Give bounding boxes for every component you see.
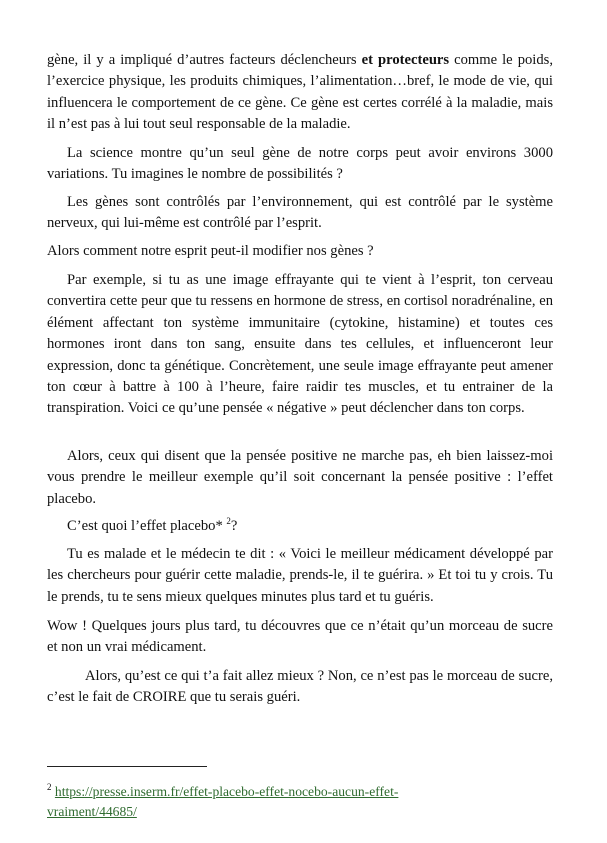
bold-phrase: et protecteurs: [361, 52, 450, 68]
footnote-number: 2: [47, 782, 52, 792]
footnote-divider: [47, 766, 207, 767]
paragraph-genes-controlled: Les gènes sont contrôlés par l’environnement, qui est contrôlé par le système nerveux, qui lui-même est contrôlé par l’esprit.: [47, 194, 553, 232]
paragraph-text: gène, il y a impliqué d’autres facteurs déclencheurs: [47, 52, 362, 68]
paragraph-text: comme le poids, l’exercice physique, les produits chimiques, l’alimentation…bref, le mode de vie, qui influencera le comportement de ce gène. Ce gène est certes corrélé à la maladie, mais il n’est pas à lui tout seul responsable de la maladie.: [47, 52, 553, 133]
footnote-link[interactable]: https://presse.inserm.fr/effet-placebo-effet-nocebo-aucun-effet-vraiment/44685/: [47, 784, 399, 819]
paragraph-placebo-intro: Alors, ceux qui disent que la pensée positive ne marche pas, eh bien laissez-moi vous prendre le meilleur exemple qu’il soit concernant la pensée positive : l’effet placebo.: [47, 448, 553, 507]
footnote: [47, 782, 467, 822]
paragraph-gene-variations: La science montre qu’un seul gène de notre corps peut avoir environs 3000 variations. Tu imagines le nombre de possibilités ?: [47, 145, 553, 183]
paragraph-text: ?: [230, 518, 238, 534]
footnote-reference[interactable]: 2: [226, 516, 231, 526]
paragraph-text: C’est quoi l’effet placebo*: [67, 518, 227, 534]
paragraph-placebo-question: [47, 516, 553, 537]
paragraph-belief: Alors, qu’est ce qui t’a fait allez mieux ? Non, ce n’est pas le morceau de sucre, c’est le fait de CROIRE que tu serais guéri.: [47, 668, 553, 706]
paragraph-question-mind: Alors comment notre esprit peut-il modifier nos gènes ?: [47, 243, 374, 259]
paragraph-genes-factors: [47, 50, 553, 136]
paragraph-sugar-reveal: Wow ! Quelques jours plus tard, tu découvres que ce n’était qu’un morceau de sucre et non un vrai médicament.: [47, 618, 553, 656]
paragraph-doctor-scenario: Tu es malade et le médecin te dit : « Voici le meilleur médicament développé par les chercheurs pour guérir cette maladie, prends-le, il te guérira. » Et toi tu y crois. Tu le prends, tu te sens mieux quelques minutes plus tard et tu guéris.: [47, 546, 553, 605]
paragraph-example-fear: Par exemple, si tu as une image effrayante qui te vient à l’esprit, ton cerveau convertira cette peur que tu ressens en hormone de stress, en cortisol noradrénaline, en élément affectant ton système immunitaire (cytokine, histamine) et toutes ces hormones iront dans ton sang, ensuite dans tes cellules, et influenceront leur expression, donc ta génétique. Concrètement, une seule image effrayante peut amener ton cœur à battre à 100 à l’heure, faire raidir tes muscles, et tu entrainer de la transpiration. Voici ce qu’une pensée « négative » peut déclencher dans ton corps.: [47, 272, 553, 417]
